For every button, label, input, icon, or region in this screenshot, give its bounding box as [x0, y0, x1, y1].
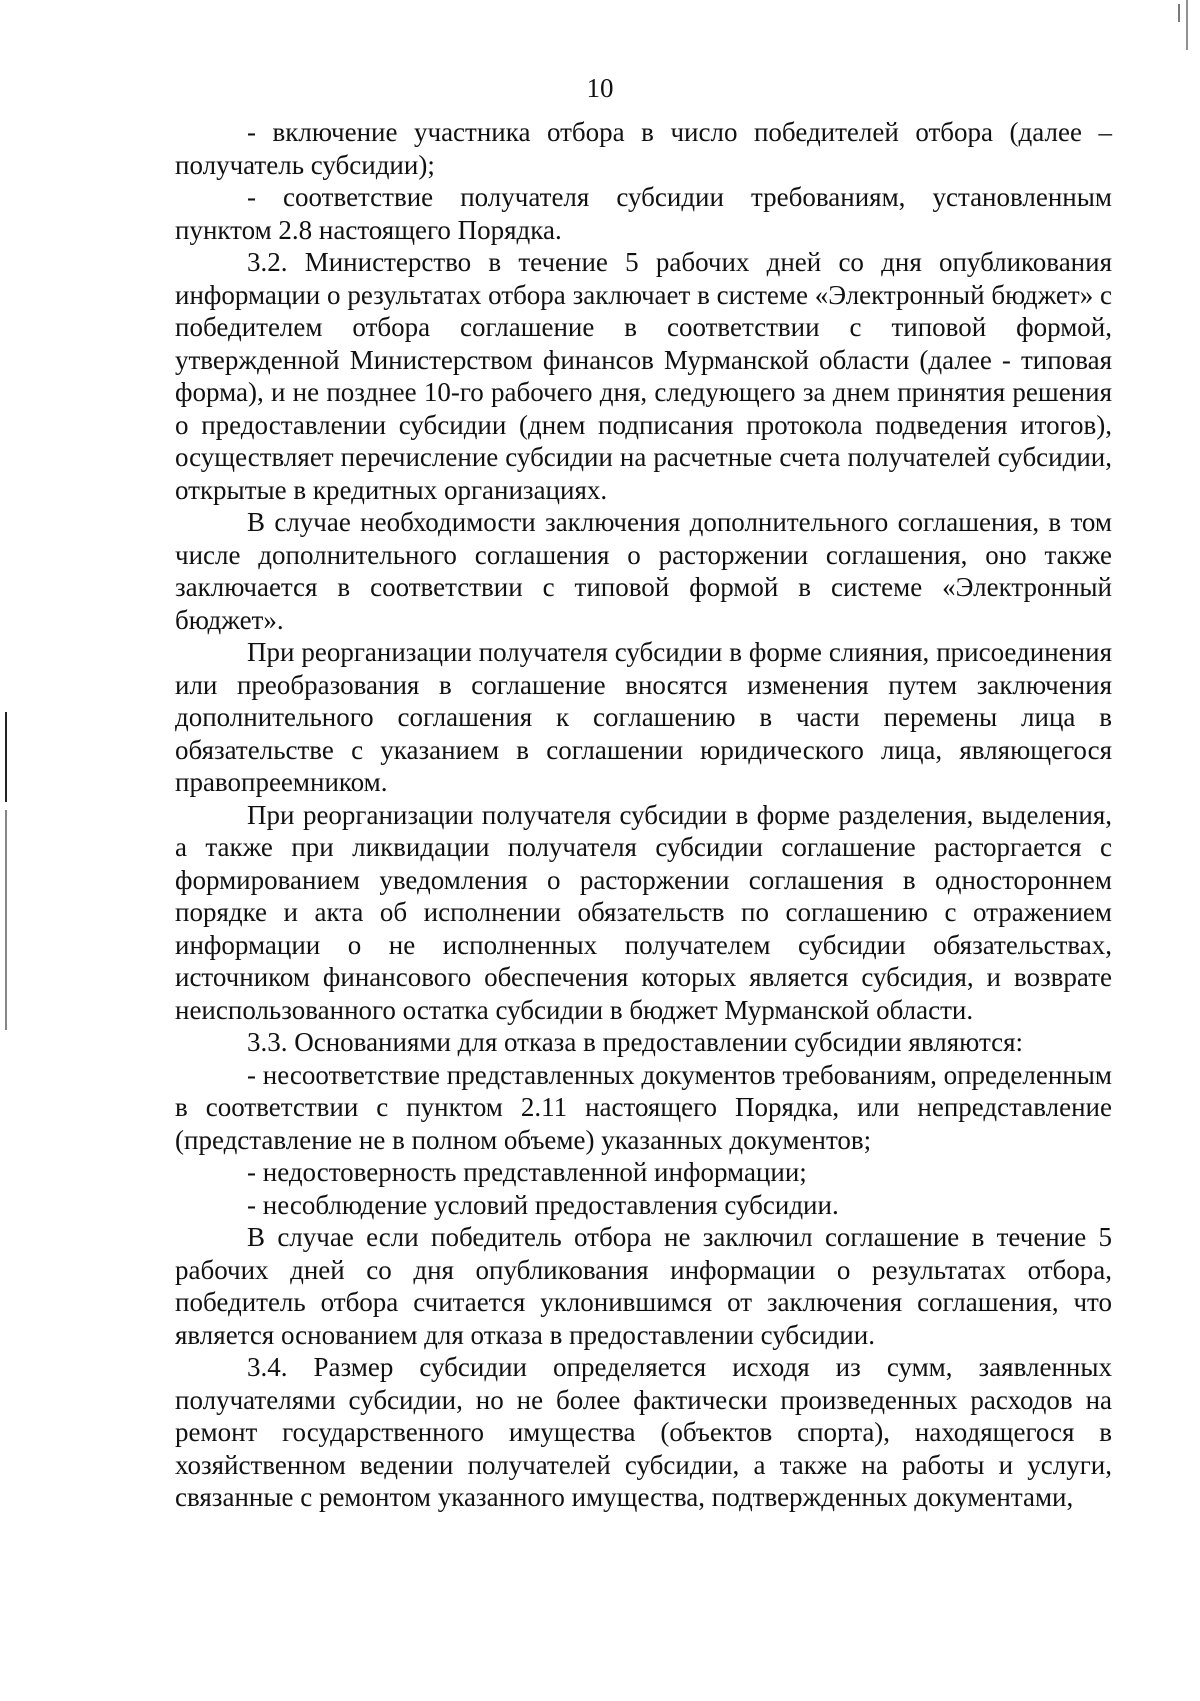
- paragraph: - несоответствие представленных документов требованиям, определенным в соответствии с пунктом 2.11 настоящего Порядка, или непредставление (представление не в полном объеме) указанных документов;: [175, 1059, 1112, 1155]
- paragraph: - несоблюдение условий предоставления субсидии.: [247, 1189, 839, 1220]
- paragraph: При реорганизации получателя субсидии в форме разделения, выделения, а также при ликвидации получателя субсидии соглашение расторгается с формированием уведомления о расторжении соглашения в одностороннем порядке и акта об исполнении обязательств по соглашению с отражением информации о не исполненных получателем субсидии обязательствах, источником финансового обеспечения которых является субсидия, и возврате неиспользованного остатка субсидии в бюджет Мурманской области.: [175, 799, 1112, 1025]
- scan-edge-mark: [5, 810, 7, 1030]
- page-number: 10: [586, 73, 614, 103]
- scan-edge-mark: [1178, 4, 1180, 22]
- paragraph: - включение участника отбора в число победителей отбора (далее – получатель субсидии);: [175, 117, 1112, 180]
- scan-edge-mark: [1186, 0, 1188, 50]
- paragraph: 3.4. Размер субсидии определяется исходя из сумм, заявленных получателями субсидии, но не более фактически произведенных расходов на ремонт государственного имущества (объектов спорта), находящегося в хозяйственном ведении получателей субсидии, а также на работы и услуги, связанные с ремонтом указанного имущества, подтвержденных документами,: [175, 1352, 1112, 1512]
- paragraph: - недостоверность представленной информации;: [247, 1157, 807, 1187]
- paragraph: При реорганизации получателя субсидии в форме слияния, присоединения или преобразования в соглашение вносятся изменения путем заключения дополнительного соглашения к соглашению в части перемены лица в обязательстве с указанием в соглашении юридического лица, являющегося правопреемником.: [175, 637, 1112, 797]
- paragraph: В случае если победитель отбора не заключил соглашение в течение 5 рабочих дней со дня опубликования информации о результатах отбора, победитель отбора считается уклонившимся от заключения соглашения, что является основанием для отказа в предоставлении субсидии.: [175, 1222, 1112, 1350]
- paragraph: В случае необходимости заключения дополнительного соглашения, в том числе дополнительного соглашения о расторжении соглашения, оно также заключается в соответствии с типовой формой в системе «Электронный бюджет».: [175, 507, 1112, 635]
- scan-edge-mark: [5, 712, 7, 802]
- paragraph: - соответствие получателя субсидии требованиям, установленным пунктом 2.8 настоящего Порядка.: [175, 182, 1112, 245]
- paragraph: 3.3. Основаниями для отказа в предоставлении субсидии являются:: [247, 1027, 1023, 1057]
- paragraph: 3.2. Министерство в течение 5 рабочих дней со дня опубликования информации о результатах отбора заключает в системе «Электронный бюджет» с победителем отбора соглашение в соответствии с типовой формой, утвержденной Министерством финансов Мурманской области (далее - типовая форма), и не позднее 10-го рабочего дня, следующего за днем принятия решения о предоставлении субсидии (днем подписания протокола подведения итогов), осуществляет перечисление субсидии на расчетные счета получателей субсидии, открытые в кредитных организациях.: [175, 247, 1112, 505]
- document-body: [175, 116, 1112, 1514]
